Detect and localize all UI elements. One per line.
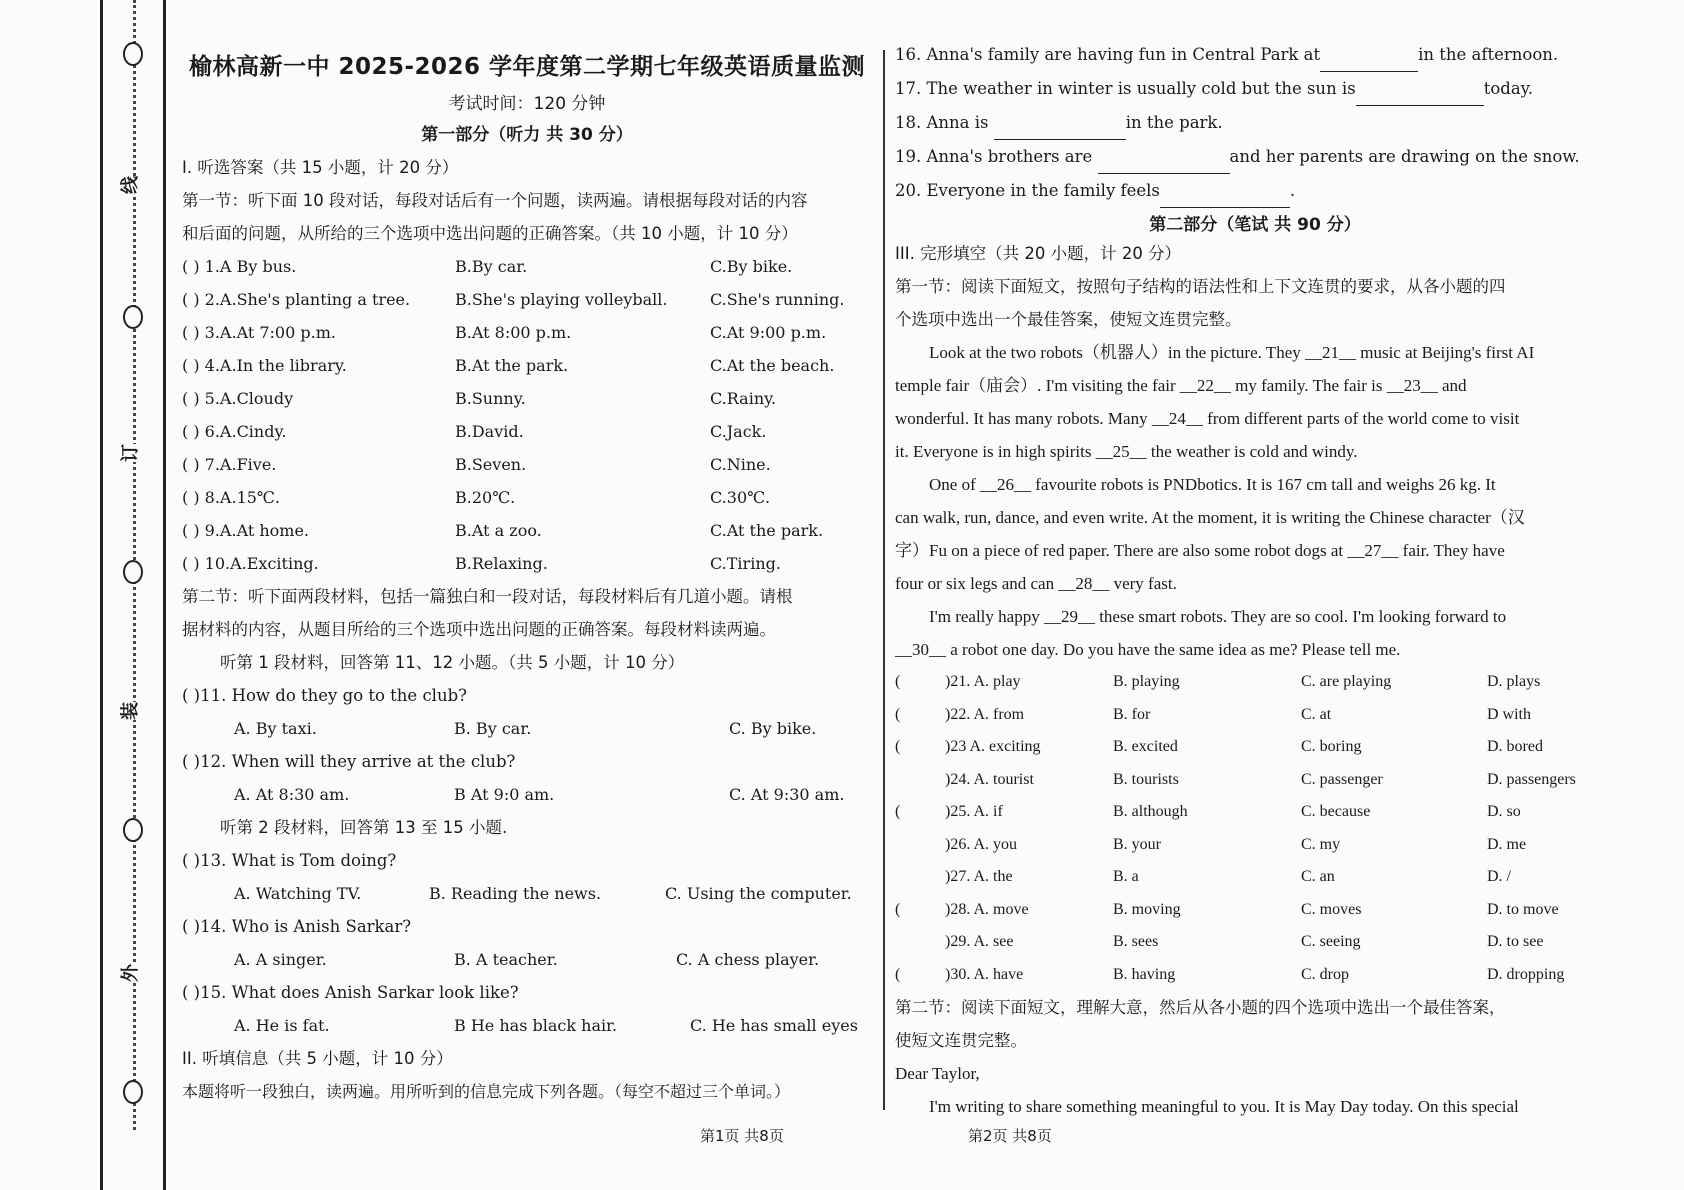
passage-line: 字）Fu on a piece of red paper. There are also some robot dogs at __27__ fair. They have bbox=[895, 541, 1505, 560]
page-2 bbox=[895, 38, 1615, 1123]
page-2-footer: 第2页 共8页 bbox=[968, 1127, 1052, 1145]
page-1 bbox=[182, 38, 872, 1108]
reading-instructions: 第二节：阅读下面短文，理解大意，然后从各小题的四个选项中选出一个最佳答案， bbox=[895, 998, 1506, 1017]
question-18: 18. Anna is in the park. bbox=[895, 106, 1615, 140]
material-2-heading: 听第 2 段材料，回答第 13 至 15 小题. bbox=[220, 818, 508, 837]
section2-instructions: 第二节：听下面两段材料，包括一篇独白和一段对话，每段材料后有几道小题。请根 bbox=[182, 587, 793, 606]
section1-instructions: 第一节：听下面 10 段对话，每段对话后有一个问题，读两遍。请根据每段对话的内容 bbox=[182, 191, 808, 210]
reading-instructions: 使短文连贯完整。 bbox=[895, 1031, 1027, 1050]
cloze-options bbox=[895, 666, 1615, 991]
option-row: ( )21. A. play B. playing C. are playing D. plays bbox=[895, 673, 1541, 690]
question-19: 19. Anna's brothers are and her parents are drawing on the snow. bbox=[895, 140, 1615, 174]
option-row: )27. A. the B. a C. an D. / bbox=[945, 868, 1511, 885]
option-row: ( )28. A. move B. moving C. moves D. to move bbox=[895, 900, 1559, 918]
question-13: ( )13. What is Tom doing? bbox=[182, 851, 397, 870]
question-row: ( ) 1.A By bus. B.By car. C.By bike. bbox=[182, 257, 793, 276]
section-ii-instructions: 本题将听一段独白，读两遍。用所听到的信息完成下列各题。（每空不超过三个单词。） bbox=[182, 1082, 791, 1101]
letter-greeting: Dear Taylor, bbox=[895, 1064, 980, 1083]
binding-hole bbox=[123, 818, 143, 842]
question-20: 20. Everyone in the family feels . bbox=[895, 174, 1615, 208]
option-row: ( )22. A. from B. for C. at D with bbox=[895, 705, 1531, 723]
option-row: ( )23 A. exciting B. excited C. boring D. bored bbox=[895, 738, 1543, 755]
question-12: ( )12. When will they arrive at the club? bbox=[182, 752, 516, 771]
question-row: ( ) 6.A.Cindy. B.David. C.Jack. bbox=[182, 422, 767, 441]
option-row: )26. A. you B. your C. my D. me bbox=[945, 835, 1527, 853]
option-row: )24. A. tourist B. tourists C. passenger D. passengers bbox=[945, 770, 1576, 788]
question-16: 16. Anna's family are having fun in Central Park at in the afternoon. bbox=[895, 38, 1615, 72]
section-ii-heading: II. 听填信息（共 5 小题，计 10 分） bbox=[182, 1049, 453, 1068]
passage-line: four or six legs and can __28__ very fast. bbox=[895, 574, 1177, 593]
margin-char: 装 bbox=[116, 702, 142, 720]
section2-instructions: 据材料的内容，从题目所给的三个选项中选出问题的正确答案。每段材料读两遍。 bbox=[182, 620, 776, 639]
passage-line: wonderful. It has many robots. Many __24__ from different parts of the world come to visit bbox=[895, 409, 1520, 428]
question-13-options: A. Watching TV. B. Reading the news. C. Using the computer. bbox=[234, 884, 852, 903]
passage-line: can walk, run, dance, and even write. At the moment, it is writing the Chinese character（汉 bbox=[895, 508, 1525, 527]
part-one-heading: 第一部分（听力 共 30 分） bbox=[421, 125, 633, 145]
section-i-heading: I. 听选答案（共 15 小题，计 20 分） bbox=[182, 158, 459, 177]
question-15-options: A. He is fat. B He has black hair. C. He has small eyes bbox=[234, 1016, 858, 1035]
part-two-heading: 第二部分（笔试 共 90 分） bbox=[1149, 215, 1361, 235]
question-row: ( ) 4.A.In the library. B.At the park. C.At the beach. bbox=[182, 356, 835, 375]
material-1-heading: 听第 1 段材料，回答第 11、12 小题。（共 5 小题，计 10 分） bbox=[220, 653, 685, 672]
question-15: ( )15. What does Anish Sarkar look like? bbox=[182, 983, 519, 1002]
exam-title: 榆林高新一中 2025-2026 学年度第二学期七年级英语质量监测 bbox=[188, 54, 866, 80]
passage-line: temple fair（庙会）. I'm visiting the fair __22__ my family. The fair is __23__ and bbox=[895, 376, 1467, 395]
margin-char: 线 bbox=[116, 176, 142, 194]
page-divider bbox=[883, 50, 885, 1110]
section-iii-instructions: 第一节：阅读下面短文，按照句子结构的语法性和上下文连贯的要求，从各小题的四 bbox=[895, 277, 1506, 296]
question-row: ( ) 2.A.She's planting a tree. B.She's playing volleyball. C.She's running. bbox=[182, 290, 845, 309]
passage-line: I'm really happy __29__ these smart robots. They are so cool. I'm looking forward to bbox=[929, 607, 1507, 626]
question-row: ( ) 7.A.Five. B.Seven. C.Nine. bbox=[182, 455, 771, 474]
margin-char: 订 bbox=[116, 444, 142, 462]
exam-time: 考试时间：120 分钟 bbox=[448, 94, 606, 114]
letter-line: I'm writing to share something meaningful to you. It is May Day today. On this special bbox=[929, 1097, 1519, 1116]
passage-line: Look at the two robots（机器人）in the picture. They __21__ music at Beijing's first AI bbox=[929, 343, 1535, 362]
question-12-options: A. At 8:30 am. B At 9:0 am. C. At 9:30 am. bbox=[234, 785, 845, 804]
passage-line: it. Everyone is in high spirits __25__ the weather is cold and windy. bbox=[895, 442, 1358, 461]
binding-hole bbox=[123, 560, 143, 584]
margin-char: 外 bbox=[116, 964, 142, 982]
option-row: )29. A. see B. sees C. seeing D. to see bbox=[945, 933, 1544, 950]
question-11-options: A. By taxi. B. By car. C. By bike. bbox=[234, 719, 817, 738]
passage-line: One of __26__ favourite robots is PNDbotics. It is 167 cm tall and weighs 26 kg. It bbox=[929, 475, 1496, 494]
questions-1-10 bbox=[182, 250, 872, 580]
question-14: ( )14. Who is Anish Sarkar? bbox=[182, 917, 412, 936]
option-row: ( )25. A. if B. although C. because D. so bbox=[895, 803, 1521, 820]
question-row: ( ) 5.A.Cloudy B.Sunny. C.Rainy. bbox=[182, 389, 777, 408]
question-11: ( )11. How do they go to the club? bbox=[182, 686, 467, 705]
question-17: 17. The weather in winter is usually cold but the sun is today. bbox=[895, 72, 1615, 106]
page-1-footer: 第1页 共8页 bbox=[700, 1127, 784, 1145]
question-row: ( ) 8.A.15℃. B.20℃. C.30℃. bbox=[182, 488, 771, 507]
section1-instructions: 和后面的问题，从所给的三个选项中选出问题的正确答案。（共 10 小题，计 10 分） bbox=[182, 224, 798, 243]
binding-hole bbox=[123, 305, 143, 329]
cloze-passage bbox=[895, 336, 1615, 666]
section-iii-instructions: 个选项中选出一个最佳答案，使短文连贯完整。 bbox=[895, 310, 1242, 329]
binding-hole bbox=[123, 42, 143, 66]
question-row: ( ) 3.A.At 7:00 p.m. B.At 8:00 p.m. C.At 9:00 p.m. bbox=[182, 323, 827, 342]
option-row: ( )30. A. have B. having C. drop D. dropping bbox=[895, 965, 1565, 983]
passage-line: __30__ a robot one day. Do you have the same idea as me? Please tell me. bbox=[895, 640, 1401, 659]
question-row: ( ) 10.A.Exciting. B.Relaxing. C.Tiring. bbox=[182, 554, 781, 573]
question-14-options: A. A singer. B. A teacher. C. A chess player. bbox=[234, 950, 820, 969]
binding-hole bbox=[123, 1080, 143, 1104]
question-row: ( ) 9.A.At home. B.At a zoo. C.At the park. bbox=[182, 521, 824, 540]
section-iii-heading: III. 完形填空（共 20 小题，计 20 分） bbox=[895, 244, 1182, 263]
